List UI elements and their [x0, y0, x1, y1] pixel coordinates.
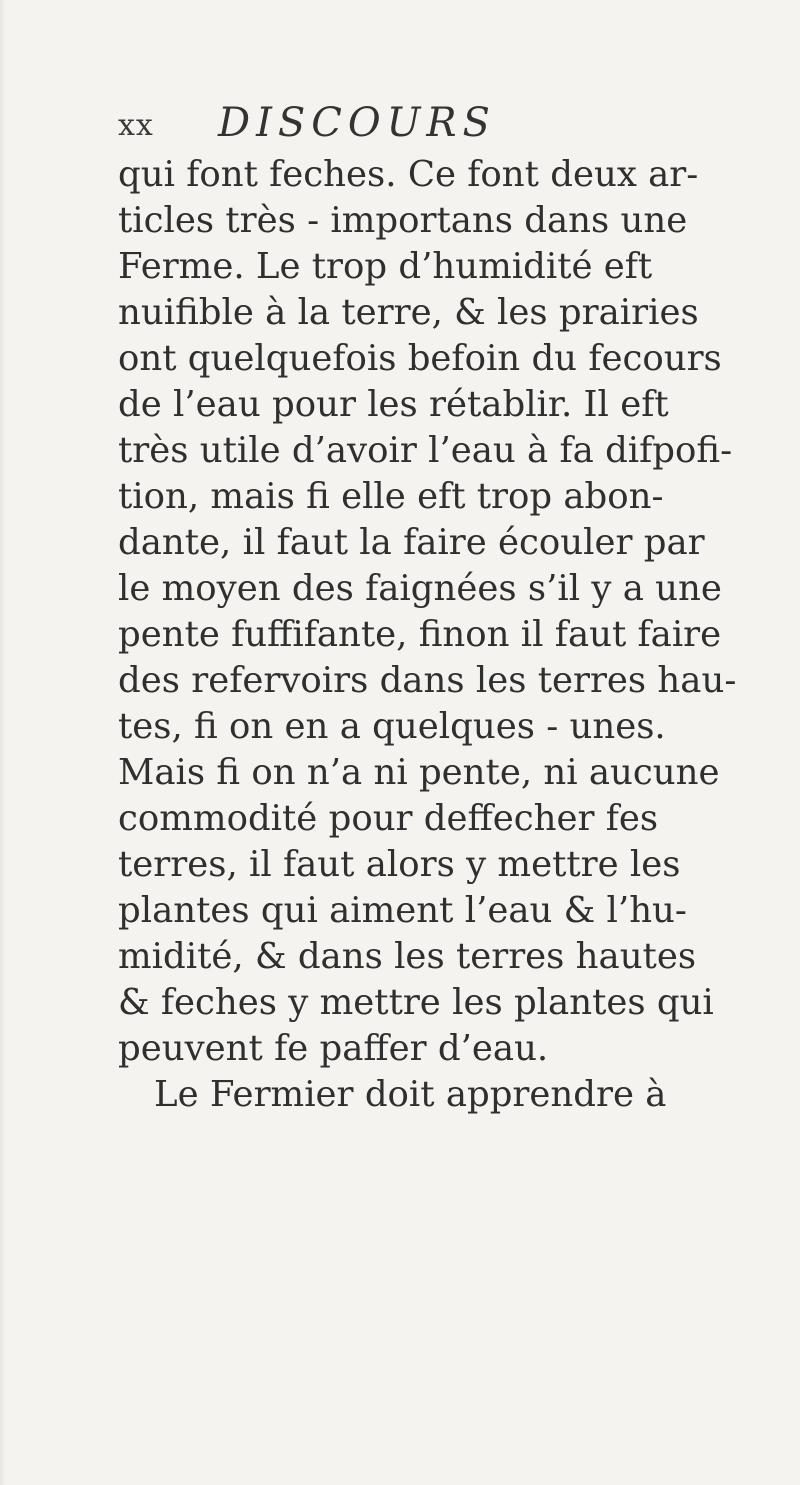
- text-line: peuvent fe paffer d’eau.: [118, 1028, 549, 1069]
- page-number: xx: [118, 108, 154, 143]
- text-line: des refervoirs dans les terres hau-: [118, 660, 737, 701]
- page-edge-shadow: [0, 0, 6, 1485]
- body-text: [118, 152, 788, 1118]
- text-line: midité, & dans les terres hautes: [118, 936, 697, 977]
- running-head: DISCOURS: [218, 100, 496, 146]
- text-line: qui font feches. Ce font deux ar-: [118, 154, 699, 195]
- text-line: ont quelquefois befoin du fecours: [118, 338, 722, 379]
- text-line: de l’eau pour les rétablir. Il eft: [118, 384, 669, 425]
- text-line: & feches y mettre les plantes qui: [118, 982, 714, 1023]
- text-line: Ferme. Le trop d’humidité eft: [118, 246, 653, 287]
- text-line: tion, mais fi elle eft trop abon-: [118, 476, 664, 517]
- text-line: terres, il faut alors y mettre les: [118, 844, 681, 885]
- text-line: très utile d’avoir l’eau à fa difpofi-: [118, 430, 733, 471]
- text-line: pente fuffifante, finon il faut faire: [118, 614, 722, 655]
- text-line: ticles très - importans dans une: [118, 200, 688, 241]
- text-line: le moyen des faignées s’il y a une: [118, 568, 722, 609]
- text-line: tes, fi on en a quelques - unes.: [118, 706, 666, 747]
- text-line: commodité pour deffecher fes: [118, 798, 659, 839]
- text-line-paragraph-start: Le Fermier doit apprendre à: [154, 1074, 667, 1115]
- text-line: dante, il faut la faire écouler par: [118, 522, 705, 563]
- text-line: nuifible à la terre, & les prairies: [118, 292, 699, 333]
- text-line: plantes qui aiment l’eau & l’hu-: [118, 890, 687, 931]
- page-header: [118, 100, 678, 148]
- text-line: Mais fi on n’a ni pente, ni aucune: [118, 752, 720, 793]
